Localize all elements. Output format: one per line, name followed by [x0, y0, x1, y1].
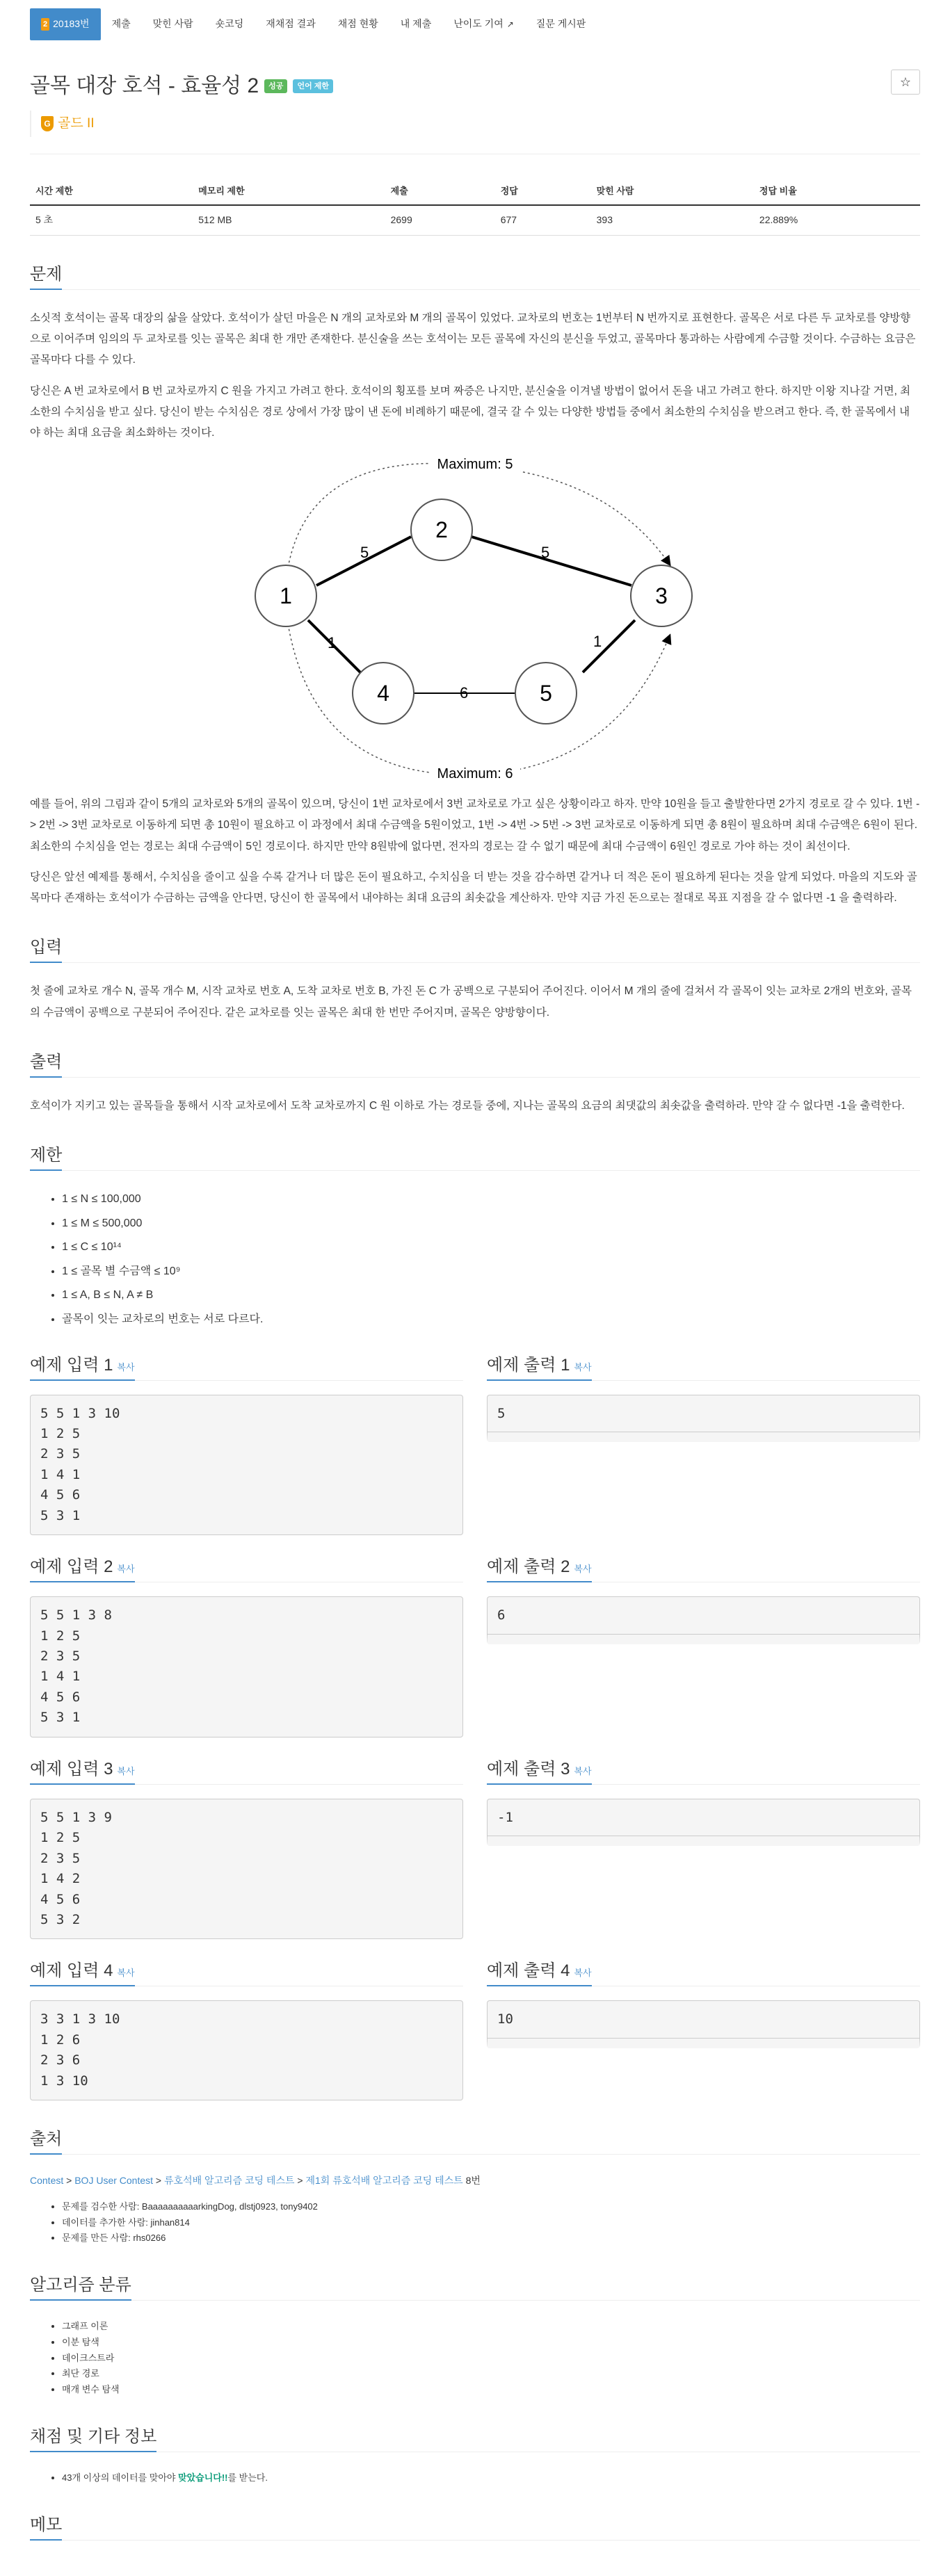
grading-headline — [30, 2424, 920, 2452]
tab-short-coding[interactable]: 숏코딩 — [215, 18, 244, 30]
tab-rejudge[interactable]: 재채점 결과 — [266, 18, 316, 30]
copy-button[interactable]: 복사 — [117, 1361, 135, 1372]
sample-output[interactable]: 5 — [487, 1395, 920, 1442]
max-bottom-label: Maximum: 6 — [437, 766, 513, 781]
sample-output-title: 예제 출력 2 복사 — [487, 1555, 592, 1582]
memory-limit-value: 512 MB — [193, 205, 385, 235]
section-title: 메모 — [30, 2513, 62, 2541]
solvers-header: 맞힌 사람 — [591, 178, 754, 205]
edge-weight: 1 — [328, 634, 337, 652]
problem-menu — [30, 0, 920, 49]
section-title: 채점 및 기타 정보 — [30, 2424, 156, 2452]
accept-text: 맞았습니다!! — [178, 2472, 228, 2483]
sample-output-title: 예제 출력 1 복사 — [487, 1353, 592, 1381]
problem-paragraph: 소싯적 호석이는 골목 대장의 삶을 살았다. 호석이가 살던 마을은 N 개의 교차로와 M 개의 골목이 있었다. 교차로의 번호는 1번부터 N 번까지로 표현한다. 골목은 서로 다른 두 교차로를 양방향으로 이어주며 임의의 두 교차로를 잇는 골목은 최대 한 개만 존재한다. 분신술을 쓰는 호석이는 모든 골목에 자신의 분신을 두었고, 골목마다 통과하는 사람에게 수금할 것이다. 수금하는 요금은 골목마다 다를 수 있다. — [30, 311, 916, 366]
tab-board[interactable]: 질문 게시판 — [536, 18, 586, 30]
sample-output[interactable]: -1 — [487, 1799, 920, 1846]
output-headline — [30, 1050, 920, 1078]
problem-description — [30, 308, 920, 909]
list-item: • 1 ≤ C ≤ 10¹⁴ — [62, 1237, 920, 1258]
example-graph-figure — [245, 453, 705, 780]
tab-solved-users[interactable]: 맞힌 사람 — [152, 18, 193, 30]
edge-weight: 5 — [360, 544, 369, 562]
list-item[interactable]: • 데이크스트라 — [62, 2351, 920, 2367]
edge-weight: 6 — [460, 684, 469, 702]
node-label: 2 — [435, 517, 448, 543]
tier-mini-badge: 2 — [41, 18, 49, 31]
memo-headline — [30, 2513, 920, 2541]
tier — [30, 111, 920, 137]
sample-output[interactable]: 10 — [487, 2000, 920, 2048]
list-item: • 골목이 잇는 교차로의 번호는 서로 다르다. — [62, 1309, 920, 1330]
source-suffix: 8번 — [465, 2175, 481, 2187]
source-link[interactable]: 제1회 류호석배 알고리즘 코딩 테스트 — [305, 2175, 463, 2187]
list-item: • 1 ≤ 골목 별 수금액 ≤ 10⁹ — [62, 1261, 920, 1282]
grading-list — [62, 2470, 920, 2486]
output-description: 호석이가 지키고 있는 골목들을 통해서 시작 교차로에서 도착 교차로까지 C 원 이하로 가는 경로들 중에, 지나는 골목의 요금의 최댓값의 최솟값을 출력하라. 만약 갈 수 없다면 -1을 출력한다. — [30, 1099, 905, 1112]
list-item: • 1 ≤ N ≤ 100,000 — [62, 1189, 920, 1210]
source-link[interactable]: 류호석배 알고리즘 코딩 테스트 — [164, 2175, 295, 2187]
problem-paragraph: 예를 들어, 위의 그림과 같이 5개의 교차로와 5개의 골목이 있으며, 당신이 1번 교차로에서 3번 교차로로 가고 싶은 상황이라고 하자. 만약 10원을 들고 출발한다면 2가지 경로로 갈 수 있다. 1번 -> 2번 -> 3번 교차로로 이동하게 되면 총 10원이 필요하고 이 과정에서 최대 수금액을 5원이었고, 1번 -> 4번 -> 5번 -> 3번 교차로로 이동하게 되면 총 8원이 필요하며 최대 수금액은 6원이 된다. 최소한의 수치심을 얻는 경로는 최대 수금액이 5인 경로이다. 하지만 만약 8원밖에 없다면, 전자의 경로는 갈 수 없기 때문에 최대 수금액이 6원인 경로로 가야 하는 것이 최선이다. — [30, 798, 920, 852]
time-limit-header: 시간 제한 — [30, 178, 193, 205]
list-item[interactable]: • 최단 경로 — [62, 2366, 920, 2382]
table-row — [30, 205, 920, 235]
submissions-value: 2699 — [385, 205, 495, 235]
copy-button[interactable]: 복사 — [117, 1968, 135, 1979]
tab-label: 난이도 기여 — [453, 18, 504, 30]
list-item: • 데이터를 추가한 사람: jinhan814 — [62, 2215, 920, 2231]
section-title: 입력 — [30, 935, 62, 963]
accepted-value: 677 — [495, 205, 591, 235]
max-top-label: Maximum: 5 — [437, 457, 513, 473]
sample-input[interactable]: 5 5 1 3 9 1 2 5 2 3 5 1 4 2 4 5 6 5 3 2 — [30, 1799, 463, 1940]
source-credits — [62, 2199, 920, 2246]
list-item: • 1 ≤ M ≤ 500,000 — [62, 1213, 920, 1234]
tab-problem[interactable] — [30, 8, 101, 40]
problem-info-table — [30, 178, 920, 236]
accepted-header: 정답 — [495, 178, 591, 205]
problem-headline — [30, 262, 920, 290]
edge-weight: 1 — [593, 633, 602, 651]
tab-my-submissions[interactable]: 내 제출 — [400, 18, 432, 30]
ratio-value: 22.889% — [754, 205, 920, 235]
node-label: 4 — [377, 681, 389, 706]
section-title: 알고리즘 분류 — [30, 2273, 131, 2301]
node-label: 3 — [655, 583, 668, 609]
copy-button[interactable]: 복사 — [574, 1361, 592, 1372]
samples-grid — [30, 1334, 920, 2101]
success-label: 성공 — [264, 79, 287, 93]
list-item[interactable]: • 매개 변수 탐색 — [62, 2382, 920, 2398]
source-link[interactable]: Contest — [30, 2175, 64, 2187]
external-link-icon: ↗ — [506, 19, 514, 29]
sample-input[interactable]: 5 5 1 3 8 1 2 5 2 3 5 1 4 1 4 5 6 5 3 1 — [30, 1596, 463, 1737]
sample-output[interactable]: 6 — [487, 1596, 920, 1644]
tab-difficulty[interactable] — [442, 8, 525, 40]
sample-input[interactable]: 3 3 1 3 10 1 2 6 2 3 6 1 3 10 — [30, 2000, 463, 2100]
ratio-header: 정답 비율 — [754, 178, 920, 205]
graph-edge — [583, 620, 635, 672]
max-path-top-arc — [286, 464, 670, 583]
list-item: • 문제를 만든 사람: rhs0266 — [62, 2230, 920, 2246]
node-label: 5 — [540, 681, 552, 706]
memory-limit-header: 메모리 제한 — [193, 178, 385, 205]
graph-edge — [472, 537, 631, 585]
sample-input[interactable]: 5 5 1 3 10 1 2 5 2 3 5 1 4 1 4 5 6 5 3 1 — [30, 1395, 463, 1536]
limits-headline — [30, 1143, 920, 1171]
edge-weight: 5 — [541, 544, 550, 562]
copy-button[interactable]: 복사 — [117, 1765, 135, 1776]
source-link[interactable]: BOJ User Contest — [74, 2175, 154, 2187]
sample-input-title: 예제 입력 2 복사 — [30, 1555, 135, 1582]
tab-status[interactable]: 채점 현황 — [337, 18, 378, 30]
source-breadcrumb: Contest > BOJ User Contest > 류호석배 알고리즘 코딩 테스트 > 제1회 류호석배 알고리즘 코딩 테스트 8번 — [30, 2175, 481, 2187]
sample-input-title: 예제 입력 1 복사 — [30, 1353, 135, 1381]
page-title: 골목 대장 호석 - 효율성 2 — [30, 74, 259, 97]
section-title: 문제 — [30, 262, 62, 290]
node-label: 1 — [280, 583, 292, 609]
source-headline — [30, 2127, 920, 2155]
algorithm-headline — [30, 2273, 920, 2301]
tab-submit[interactable]: 제출 — [111, 18, 131, 30]
max-path-bottom-arc — [286, 610, 670, 775]
graph-node — [353, 663, 414, 724]
sample-input-title: 예제 입력 4 복사 — [30, 1959, 135, 1986]
sample-output-title: 예제 출력 3 복사 — [487, 1757, 592, 1785]
limits-list — [62, 1189, 920, 1330]
list-item[interactable]: • 그래프 이론 — [62, 2319, 920, 2335]
copy-button[interactable]: 복사 — [574, 1765, 592, 1776]
sample-output-title: 예제 출력 4 복사 — [487, 1959, 592, 1986]
list-item: • 1 ≤ A, B ≤ N, A ≠ B — [62, 1285, 920, 1306]
submissions-header: 제출 — [385, 178, 495, 205]
tab-label: 20183번 — [53, 18, 90, 30]
graph-node — [255, 565, 316, 626]
copy-button[interactable]: 복사 — [574, 1968, 592, 1979]
time-limit-value: 5 초 — [30, 205, 193, 235]
list-item: • 문제를 검수한 사람: BaaaaaaaaaarkingDog, dlstj0923, tony9402 — [62, 2199, 920, 2215]
section-title: 출력 — [30, 1050, 62, 1078]
algorithm-list — [62, 2319, 920, 2398]
solvers-value: 393 — [591, 205, 754, 235]
list-item[interactable]: • 이분 탐색 — [62, 2335, 920, 2351]
copy-button[interactable]: 복사 — [574, 1564, 592, 1575]
language-restriction-label[interactable]: 언어 제한 — [293, 79, 333, 93]
graph-node — [515, 663, 577, 724]
graph-node — [631, 565, 692, 626]
section-title: 출처 — [30, 2127, 62, 2155]
list-item: • 43개 이상의 데이터를 맞아야 맞았습니다!!를 받는다. — [62, 2470, 920, 2486]
input-headline — [30, 935, 920, 963]
tier-icon: G — [41, 116, 54, 131]
section-title: 제한 — [30, 1143, 62, 1171]
input-description: 첫 줄에 교차로 개수 N, 골목 개수 M, 시작 교차로 번호 A, 도착 교차로 번호 B, 가진 돈 C 가 공백으로 구분되어 주어진다. 이어서 M 개의 줄에 걸쳐서 각 골목이 잇는 교차로 2개의 번호와, 골목의 수금액이 공백으로 구분되어 주어진다. 같은 교차로를 잇는 골목은 최대 한 번만 주어지며, 골목은 양방향이다. — [30, 985, 912, 1019]
problem-paragraph: 당신은 앞선 예제를 통해서, 수치심을 줄이고 싶을 수록 같거나 더 많은 돈이 필요하고, 수치심을 더 받는 것을 감수하면 같거나 더 적은 돈이 필요하게 된다는 것을 알게 되었다. 마을의 지도와 골목마다 존재하는 호석이가 수금하는 금액을 안다면, 당신이 한 골목에서 내야하는 최대 요금의 최솟값을 계산하자. 만약 지금 가진 돈으로는 절대로 목표 지점을 갈 수 없다면 -1 을 출력하라. — [30, 870, 917, 905]
problem-paragraph: 당신은 A 번 교차로에서 B 번 교차로까지 C 원을 가지고 가려고 한다. 호석이의 횡포를 보며 짜증은 나지만, 분신술을 이겨낼 방법이 없어서 돈을 내고 가려고 한다. 하지만 이왕 지나갈 거면, 최소한의 수치심을 받고 싶다. 당신이 받는 수치심은 경로 상에서 가장 많이 낸 돈에 비례하기 때문에, 결국 갈 수 있는 다양한 방법들 중에서 최소한의 수치심을 받으려고 한다. 즉, 한 골목에서 내야 하는 최대 요금을 최소화하는 것이다. — [30, 384, 911, 439]
sample-input-title: 예제 입력 3 복사 — [30, 1757, 135, 1785]
graph-node — [411, 499, 472, 560]
copy-button[interactable]: 복사 — [117, 1564, 135, 1575]
star-button[interactable]: ☆ — [891, 70, 920, 95]
tier-label: 골드 II — [58, 115, 95, 131]
